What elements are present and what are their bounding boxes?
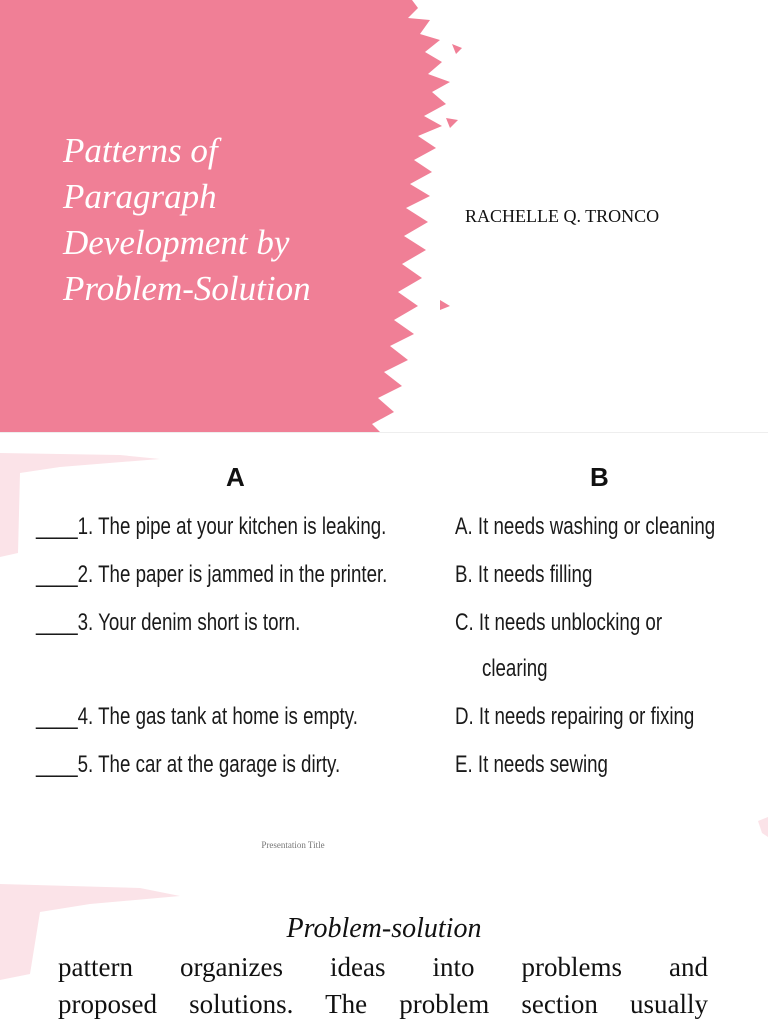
slide-title bbox=[63, 128, 363, 312]
column-a-item: ____2. The paper is jammed in the printer. bbox=[36, 561, 388, 588]
pale-pink-brush-shape bbox=[0, 453, 160, 557]
title-line: Problem-Solution bbox=[63, 269, 311, 308]
definition-line: proposed solutions. The problem section usually bbox=[58, 989, 708, 1019]
column-b-header: B bbox=[590, 462, 609, 492]
column-b-item: E. It needs sewing bbox=[455, 751, 608, 778]
column-b-item: A. It needs washing or cleaning bbox=[455, 513, 716, 540]
column-b-item: clearing bbox=[482, 655, 548, 682]
definition-heading: Problem-solution bbox=[286, 913, 482, 944]
author-name: RACHELLE Q. TRONCO bbox=[465, 206, 660, 226]
pale-pink-brush-background bbox=[0, 433, 768, 864]
presentation-footer: Presentation Title bbox=[261, 840, 325, 850]
column-b-item: D. It needs repairing or fixing bbox=[455, 703, 695, 730]
column-b-item: C. It needs unblocking or bbox=[455, 609, 663, 636]
title-line: Paragraph bbox=[63, 177, 217, 216]
column-b-item: B. It needs filling bbox=[455, 561, 593, 588]
title-slide bbox=[0, 0, 768, 432]
column-a-item: ____1. The pipe at your kitchen is leaking. bbox=[36, 513, 387, 540]
definition-body bbox=[58, 949, 708, 1023]
column-a-item: ____3. Your denim short is torn. bbox=[36, 609, 301, 636]
column-a-header: A bbox=[226, 462, 245, 492]
column-a-item: ____4. The gas tank at home is empty. bbox=[36, 703, 358, 730]
title-line: Patterns of bbox=[63, 131, 218, 170]
matching-slide bbox=[0, 432, 768, 864]
title-line: Development by bbox=[63, 223, 290, 262]
pale-pink-brush-shape bbox=[758, 817, 768, 837]
column-a-item: ____5. The car at the garage is dirty. bbox=[36, 751, 341, 778]
definition-line: pattern organizes ideas into problems and bbox=[58, 952, 708, 982]
